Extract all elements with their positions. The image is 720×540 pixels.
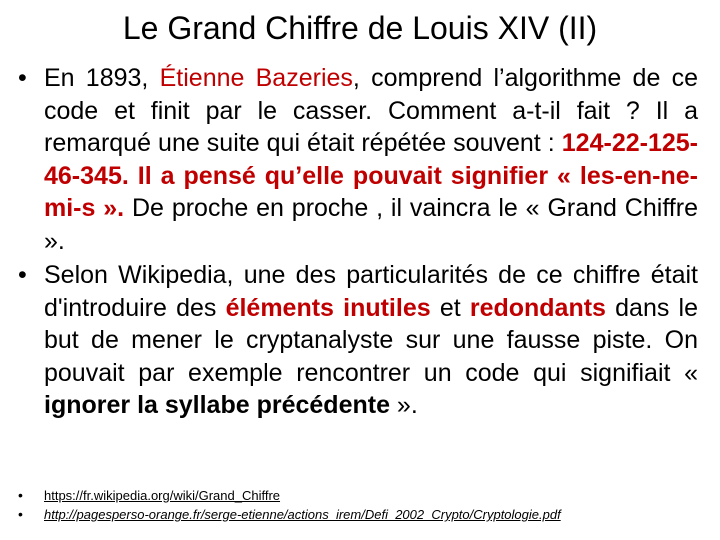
bullet-dot-icon: • xyxy=(18,261,27,289)
bullet-dot-icon: • xyxy=(18,64,27,92)
highlight-redundant: redondants xyxy=(469,293,606,322)
bullet-dot-icon: • xyxy=(18,506,23,522)
link-item-pagesperso xyxy=(18,505,708,524)
reference-links xyxy=(18,486,708,524)
bullet-text: dans le but de mener le cryptanalyste sur une fausse piste. On pouvait par exemple rencontrer un code qui signifiait « xyxy=(44,293,698,387)
highlight-name: Étienne Bazeries xyxy=(159,64,353,92)
highlight-useless-elements: éléments inutiles xyxy=(225,293,431,322)
bullet-text: De proche en proche , il vaincra le « Grand Chiffre ». xyxy=(44,194,698,255)
bullet-list xyxy=(18,62,698,422)
highlight-ignore-syllable: ignorer la syllabe précédente xyxy=(44,391,390,419)
bullet-dot-icon: • xyxy=(18,487,23,503)
bullet-text: et xyxy=(430,293,470,322)
highlight-code-sequence: 124-22-125-46-345. Il a pensé qu’elle pouvait signifier « les-en-ne-mi-s ». xyxy=(44,129,698,222)
bullet-item-bazeries xyxy=(18,62,698,257)
pagesperso-link[interactable]: http://pagesperso-orange.fr/serge-etienne/actions_irem/Defi_2002_Crypto/Cryptologie.pdf xyxy=(44,507,561,522)
bullet-text: Selon Wikipedia, une des particularités de ce chiffre était d'introduire des xyxy=(44,261,698,322)
slide-title: Le Grand Chiffre de Louis XIV (II) xyxy=(122,10,598,46)
bullet-text: En 1893, xyxy=(44,64,160,92)
wikipedia-link[interactable]: https://fr.wikipedia.org/wiki/Grand_Chiffre xyxy=(44,488,281,503)
bullet-item-wikipedia xyxy=(18,259,698,422)
bullet-text: , comprend l’algorithme de ce code et finit par le casser. Comment a-t-il fait ? Il a remarqué une suite qui était répétée souvent : xyxy=(44,64,698,157)
link-item-wikipedia xyxy=(18,486,708,505)
bullet-text: ». xyxy=(389,391,418,419)
